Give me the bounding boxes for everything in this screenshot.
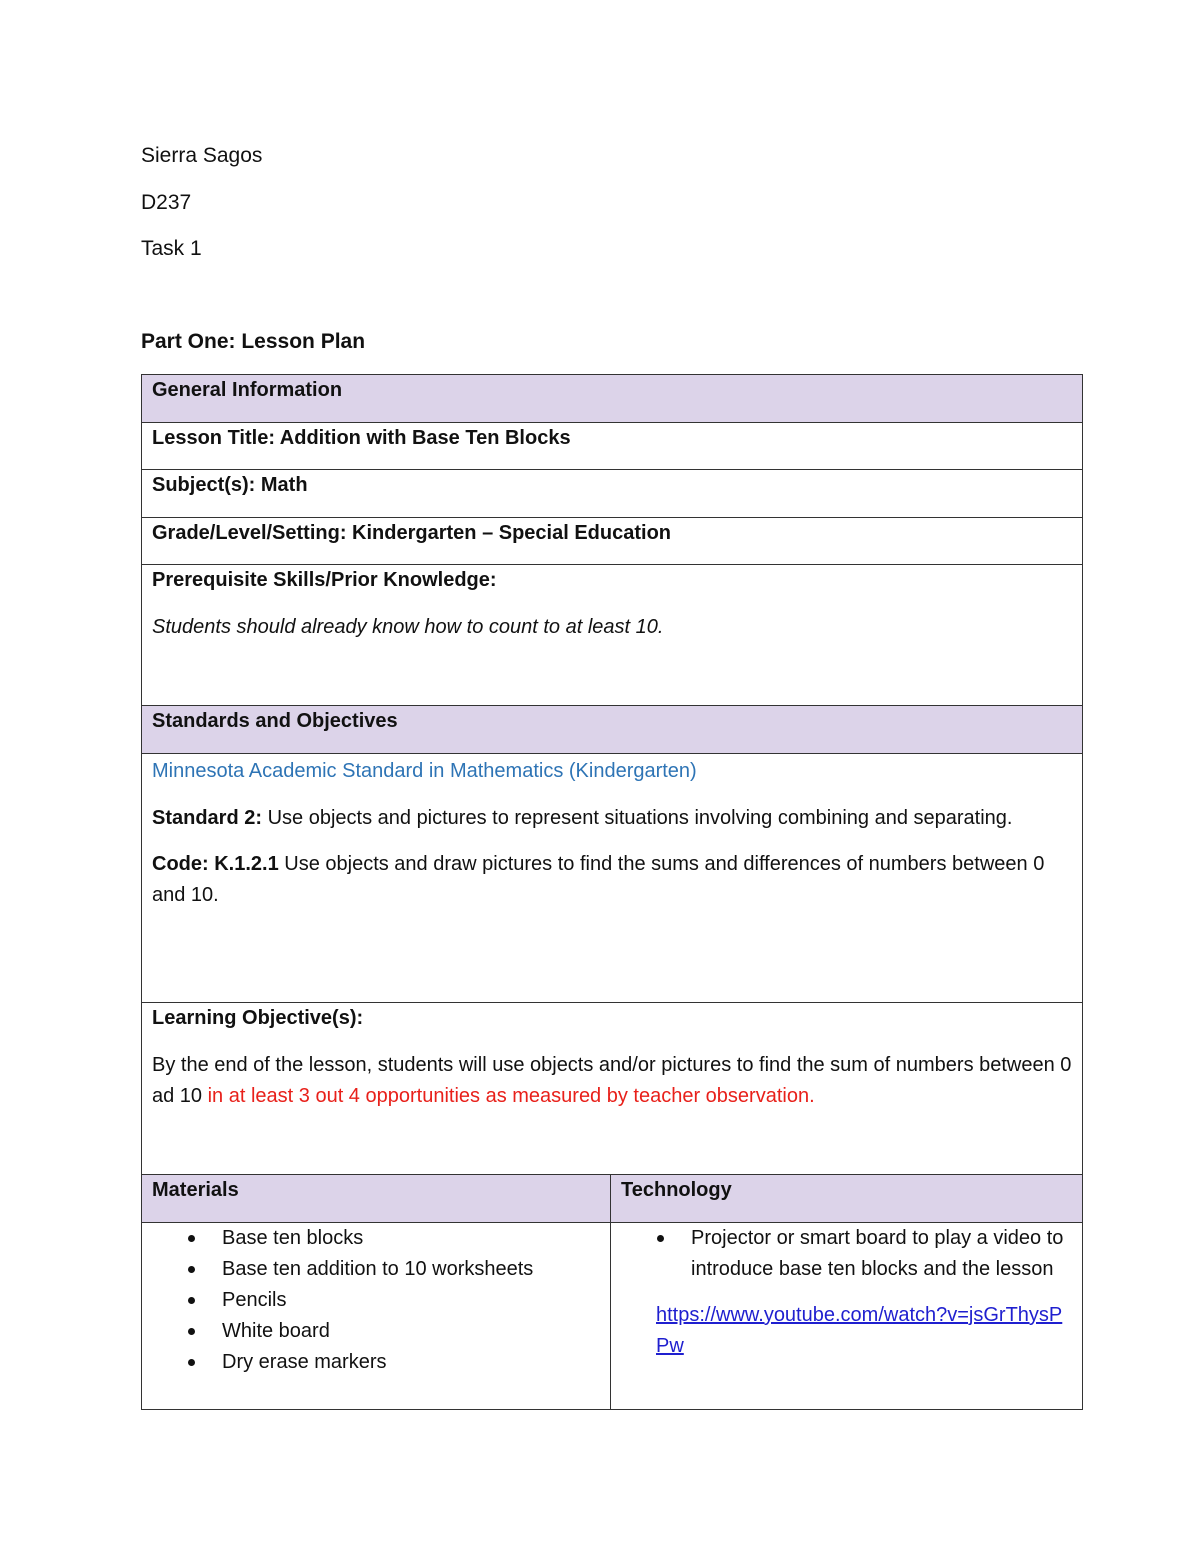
grade-row xyxy=(142,518,1083,565)
standards-cell xyxy=(142,754,1083,1003)
author-name: Sierra Sagos xyxy=(141,144,263,167)
standards-row xyxy=(142,706,1083,754)
standard-text: Use objects and pictures to represent situations involving combining and separating. xyxy=(262,807,1013,829)
standard-2 xyxy=(152,803,1072,834)
learning-objective-cell xyxy=(142,1003,1083,1175)
list-item: Pencils xyxy=(222,1285,600,1316)
standards-content-row xyxy=(142,754,1083,1003)
prereq-text: Students should already know how to count to at least 10. xyxy=(152,616,664,638)
lesson-title: Lesson Title: Addition with Base Ten Blocks xyxy=(142,423,1083,470)
materials-heading: Materials xyxy=(142,1175,611,1223)
list-item: Projector or smart board to play a video to introduce base ten blocks and the lesson xyxy=(691,1223,1072,1285)
learning-objective-heading: Learning Objective(s): xyxy=(152,1007,364,1029)
general-info-row xyxy=(142,375,1083,423)
general-info-heading: General Information xyxy=(142,375,1083,423)
standards-heading: Standards and Objectives xyxy=(142,706,1083,754)
technology-list xyxy=(621,1223,1072,1285)
lesson-plan-table xyxy=(141,374,1083,1410)
materials-tech-header-row xyxy=(142,1175,1083,1223)
video-link[interactable]: https://www.youtube.com/watch?v=jsGrThysPPw xyxy=(656,1304,1063,1357)
standard-label: Standard 2: xyxy=(152,807,263,829)
materials-tech-content-row xyxy=(142,1223,1083,1410)
list-item: Base ten blocks xyxy=(222,1223,600,1254)
part-title: Part One: Lesson Plan xyxy=(141,330,366,353)
subject-row xyxy=(142,470,1083,518)
technology-cell xyxy=(611,1223,1083,1410)
grade-level-setting: Grade/Level/Setting: Kindergarten – Special Education xyxy=(142,518,1083,565)
list-item: Base ten addition to 10 worksheets xyxy=(222,1254,600,1285)
lesson-title-row xyxy=(142,423,1083,470)
subject: Subject(s): Math xyxy=(142,470,1083,518)
standard-source: Minnesota Academic Standard in Mathematics (Kindergarten) xyxy=(152,760,697,782)
list-item: White board xyxy=(222,1316,600,1347)
prereq-cell xyxy=(142,565,1083,706)
prereq-heading: Prerequisite Skills/Prior Knowledge: xyxy=(152,569,497,591)
learning-objective-main: By the end of the lesson, students will use objects and/or pictures to find the sum of numbers between 0 ad 10 xyxy=(152,1054,1072,1107)
materials-cell xyxy=(142,1223,611,1410)
list-item: Dry erase markers xyxy=(222,1347,600,1378)
code-label: Code: K.1.2.1 xyxy=(152,853,279,875)
materials-list xyxy=(152,1223,600,1378)
task-label: Task 1 xyxy=(141,237,202,260)
code-text: Use objects and draw pictures to find the sums and differences of numbers between 0 and 10. xyxy=(152,853,1045,906)
learning-objective-row xyxy=(142,1003,1083,1175)
course-code: D237 xyxy=(141,191,192,214)
learning-objective-text xyxy=(152,1050,1072,1112)
standard-code xyxy=(152,849,1072,911)
prereq-row xyxy=(142,565,1083,706)
technology-heading: Technology xyxy=(611,1175,1083,1223)
learning-objective-criteria: in at least 3 out 4 opportunities as measured by teacher observation. xyxy=(207,1085,815,1107)
